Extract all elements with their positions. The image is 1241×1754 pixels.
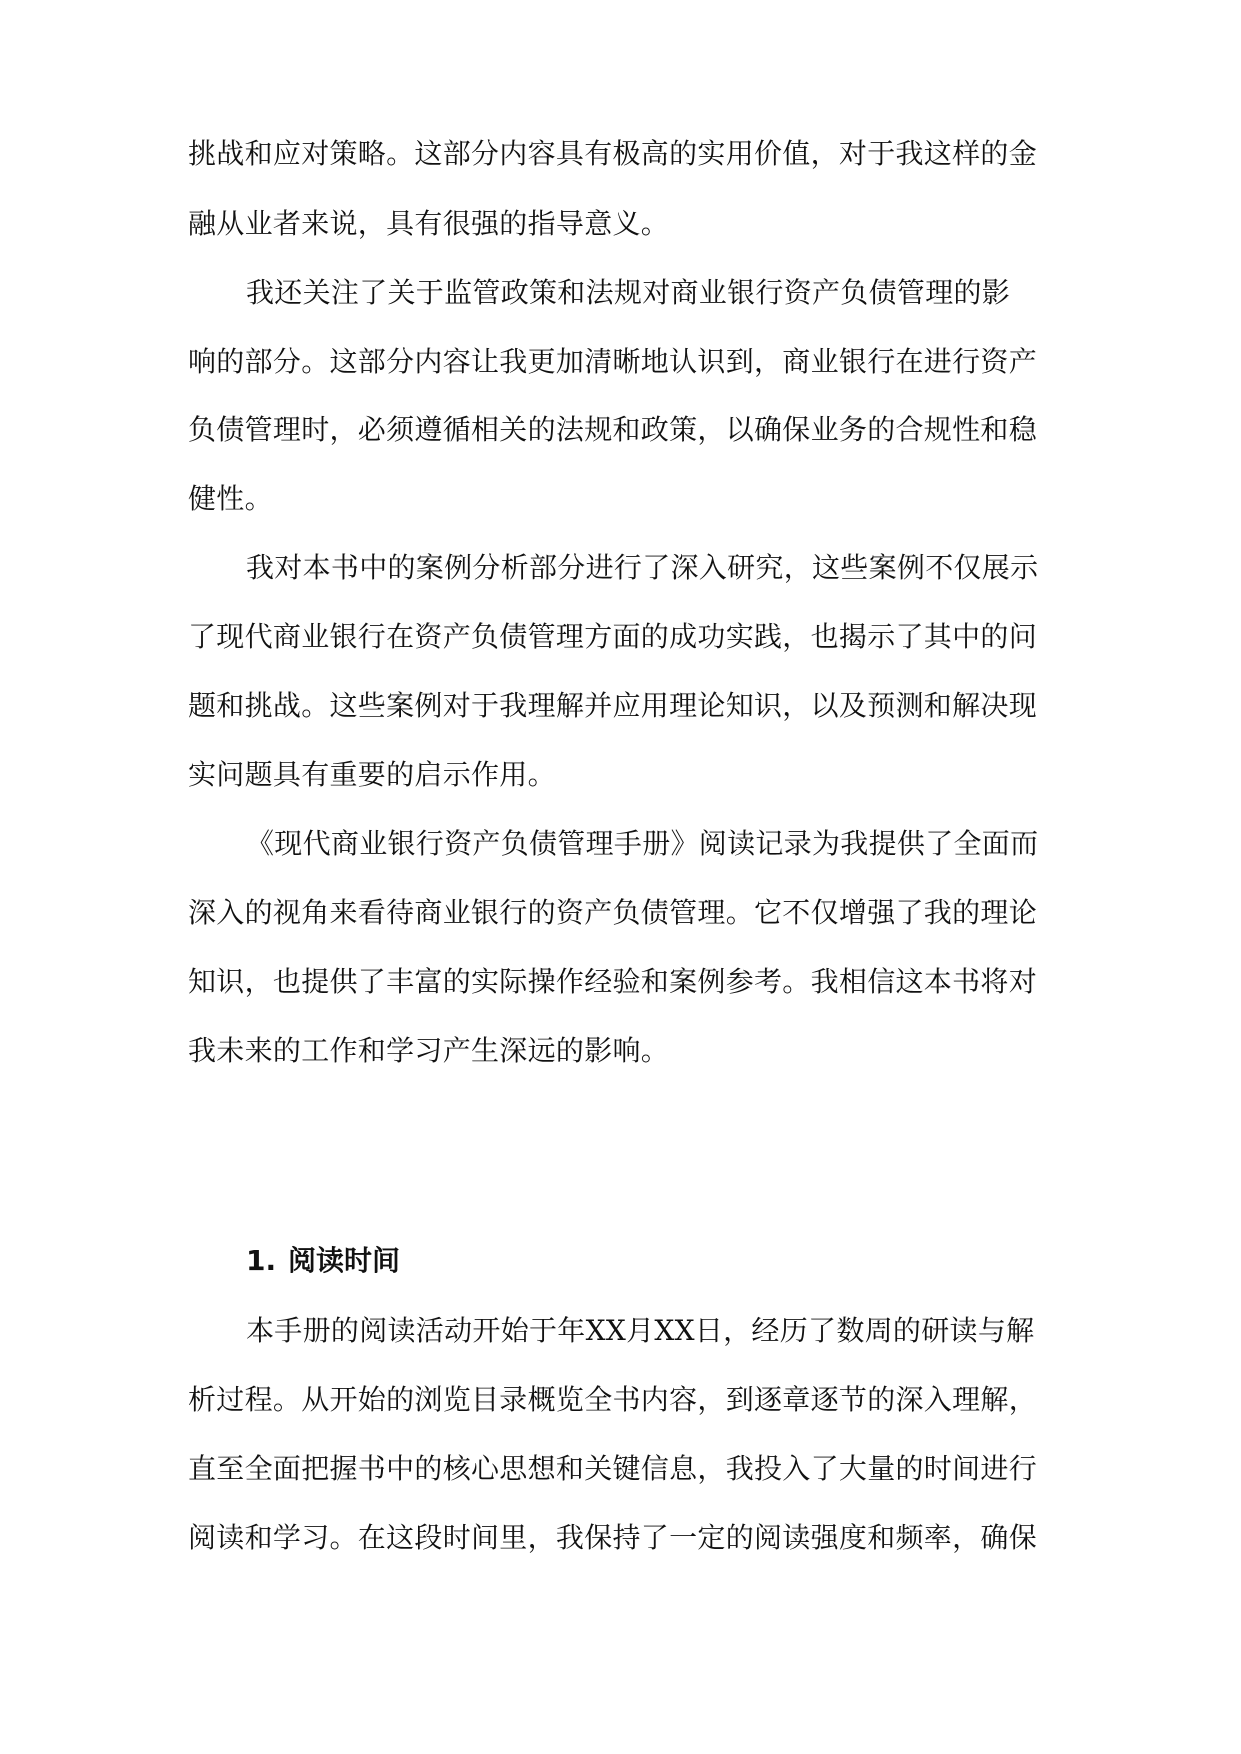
paragraph-3-line-1: 我对本书中的案例分析部分进行了深入研究，这些案例不仅展示 (246, 551, 1039, 584)
paragraph-4-line-3: 知识，也提供了丰富的实际操作经验和案例参考。我相信这本书将对 (188, 965, 1038, 998)
paragraph-4-line-1: 《现代商业银行资产负债管理手册》阅读记录为我提供了全面而 (246, 827, 1039, 860)
section-number: 1. (246, 1244, 277, 1277)
paragraph-2-line-3: 负债管理时，必须遵循相关的法规和政策，以确保业务的合规性和稳 (188, 413, 1038, 446)
paragraph-4-line-2: 深入的视角来看待商业银行的资产负债管理。它不仅增强了我的理论 (188, 896, 1038, 929)
paragraph-4-line-4: 我未来的工作和学习产生深远的影响。 (188, 1034, 670, 1067)
section-heading (246, 1239, 400, 1283)
paragraph-3-line-4: 实问题具有重要的启示作用。 (188, 758, 556, 791)
paragraph-3-line-2: 了现代商业银行在资产负债管理方面的成功实践，也揭示了其中的问 (188, 620, 1038, 653)
section-title: 阅读时间 (288, 1244, 401, 1277)
paragraph-3-line-3: 题和挑战。这些案例对于我理解并应用理论知识，以及预测和解决现 (188, 689, 1038, 722)
section-paragraph-line-3: 直至全面把握书中的核心思想和关键信息，我投入了大量的时间进行 (188, 1452, 1038, 1485)
paragraph-2-line-1: 我还关注了关于监管政策和法规对商业银行资产负债管理的影 (246, 276, 1011, 309)
paragraph-2-line-4: 健性。 (188, 482, 273, 515)
section-paragraph-line-1: 本手册的阅读活动开始于年XX月XX日，经历了数周的研读与解 (246, 1314, 1035, 1347)
section-paragraph-line-4: 阅读和学习。在这段时间里，我保持了一定的阅读强度和频率，确保 (188, 1521, 1038, 1554)
paragraph-1-line-2: 融从业者来说，具有很强的指导意义。 (188, 207, 670, 240)
section-paragraph-line-2: 析过程。从开始的浏览目录概览全书内容，到逐章逐节的深入理解， (188, 1383, 1038, 1416)
paragraph-1-line-1: 挑战和应对策略。这部分内容具有极高的实用价值，对于我这样的金 (188, 137, 1038, 170)
paragraph-2-line-2: 响的部分。这部分内容让我更加清晰地认识到，商业银行在进行资产 (188, 345, 1038, 378)
